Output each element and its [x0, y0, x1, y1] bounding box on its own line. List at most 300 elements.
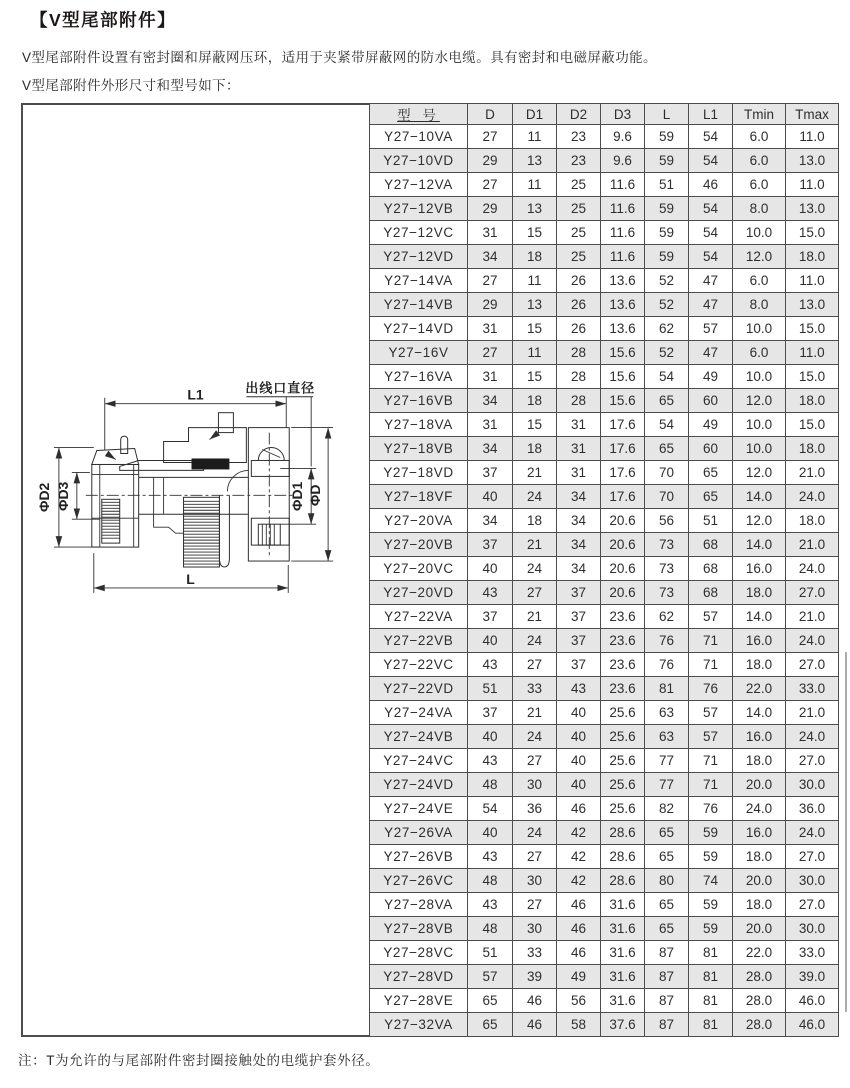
value-cell: 31 — [557, 437, 601, 461]
value-cell: 28 — [557, 389, 601, 413]
value-cell: 27.0 — [786, 749, 839, 773]
value-cell: 25 — [557, 173, 601, 197]
value-cell: 24 — [513, 485, 557, 509]
value-cell: 70 — [645, 485, 689, 509]
value-cell: 23 — [557, 125, 601, 149]
value-cell: 73 — [645, 581, 689, 605]
table-row — [370, 245, 839, 269]
value-cell: 36.0 — [786, 797, 839, 821]
value-cell: 6.0 — [733, 125, 786, 149]
value-cell: 57 — [689, 701, 733, 725]
value-cell: 54 — [689, 125, 733, 149]
value-cell: 21 — [513, 701, 557, 725]
model-cell: Y27−12VB — [370, 197, 468, 221]
value-cell: 15.0 — [786, 317, 839, 341]
value-cell: 26 — [557, 293, 601, 317]
table-row — [370, 581, 839, 605]
value-cell: 15.6 — [601, 341, 645, 365]
model-cell: Y27−22VD — [370, 677, 468, 701]
value-cell: 54 — [645, 413, 689, 437]
table-row — [370, 653, 839, 677]
table-row — [370, 269, 839, 293]
value-cell: 14.0 — [733, 605, 786, 629]
value-cell: 10.0 — [733, 437, 786, 461]
value-cell: 26 — [557, 317, 601, 341]
value-cell: 12.0 — [733, 389, 786, 413]
model-cell: Y27−24VB — [370, 725, 468, 749]
value-cell: 54 — [689, 245, 733, 269]
value-cell: 31 — [557, 461, 601, 485]
value-cell: 27 — [513, 653, 557, 677]
table-row — [370, 629, 839, 653]
value-cell: 24.0 — [786, 821, 839, 845]
value-cell: 65 — [689, 461, 733, 485]
value-cell: 22.0 — [733, 941, 786, 965]
value-cell: 10.0 — [733, 221, 786, 245]
value-cell: 28.6 — [601, 821, 645, 845]
table-row — [370, 989, 839, 1013]
value-cell: 18.0 — [786, 509, 839, 533]
table-row — [370, 317, 839, 341]
table-row — [370, 485, 839, 509]
value-cell: 63 — [645, 725, 689, 749]
label-d3: ΦD3 — [54, 481, 71, 511]
value-cell: 71 — [689, 653, 733, 677]
value-cell: 43 — [468, 653, 513, 677]
label-d: ΦD — [307, 484, 324, 507]
value-cell: 11.0 — [786, 125, 839, 149]
value-cell: 34 — [468, 509, 513, 533]
value-cell: 54 — [689, 221, 733, 245]
table-row — [370, 725, 839, 749]
value-cell: 27 — [513, 581, 557, 605]
intro-paragraph-2: V型尾部附件外形尺寸和型号如下： — [22, 78, 240, 93]
value-cell: 59 — [689, 821, 733, 845]
table-row — [370, 557, 839, 581]
value-cell: 87 — [645, 965, 689, 989]
value-cell: 27.0 — [786, 845, 839, 869]
value-cell: 24 — [513, 557, 557, 581]
value-cell: 25.6 — [601, 749, 645, 773]
value-cell: 27 — [468, 125, 513, 149]
value-cell: 23 — [557, 149, 601, 173]
column-header: L1 — [689, 104, 733, 125]
value-cell: 25 — [557, 221, 601, 245]
value-cell: 68 — [689, 581, 733, 605]
model-cell: Y27−20VA — [370, 509, 468, 533]
value-cell: 11.6 — [601, 245, 645, 269]
value-cell: 59 — [645, 245, 689, 269]
value-cell: 47 — [689, 269, 733, 293]
value-cell: 40 — [468, 821, 513, 845]
value-cell: 12.0 — [733, 461, 786, 485]
value-cell: 37.6 — [601, 1013, 645, 1037]
value-cell: 47 — [689, 293, 733, 317]
value-cell: 71 — [689, 629, 733, 653]
value-cell: 15.0 — [786, 221, 839, 245]
value-cell: 6.0 — [733, 269, 786, 293]
value-cell: 30 — [513, 917, 557, 941]
label-d2: ΦD2 — [35, 482, 52, 512]
value-cell: 25.6 — [601, 797, 645, 821]
value-cell: 34 — [468, 245, 513, 269]
column-header: D3 — [601, 104, 645, 125]
value-cell: 58 — [557, 1013, 601, 1037]
value-cell: 71 — [689, 749, 733, 773]
model-cell: Y27−28VC — [370, 941, 468, 965]
connector-cross-section — [86, 413, 295, 567]
value-cell: 76 — [689, 677, 733, 701]
value-cell: 8.0 — [733, 197, 786, 221]
value-cell: 18 — [513, 509, 557, 533]
value-cell: 40 — [557, 773, 601, 797]
value-cell: 9.6 — [601, 125, 645, 149]
value-cell: 46 — [557, 917, 601, 941]
value-cell: 43 — [468, 845, 513, 869]
value-cell: 18.0 — [733, 581, 786, 605]
label-outlet-diameter: 出线口直径 — [245, 380, 316, 396]
value-cell: 16.0 — [733, 629, 786, 653]
model-cell: Y27−16VB — [370, 389, 468, 413]
model-cell: Y27−22VB — [370, 629, 468, 653]
value-cell: 18.0 — [733, 749, 786, 773]
table-row — [370, 125, 839, 149]
value-cell: 13.0 — [786, 197, 839, 221]
value-cell: 65 — [645, 389, 689, 413]
value-cell: 59 — [645, 149, 689, 173]
value-cell: 31.6 — [601, 941, 645, 965]
value-cell: 76 — [645, 653, 689, 677]
value-cell: 16.0 — [733, 725, 786, 749]
value-cell: 21 — [513, 461, 557, 485]
intro-paragraph-1: V型尾部附件设置有密封圈和屏蔽网压环，适用于夹紧带屏蔽网的防水电缆。具有密封和电磁屏蔽功能。 — [22, 50, 657, 65]
value-cell: 18 — [513, 389, 557, 413]
value-cell: 30.0 — [786, 917, 839, 941]
value-cell: 31 — [557, 413, 601, 437]
value-cell: 17.6 — [601, 413, 645, 437]
value-cell: 24.0 — [786, 557, 839, 581]
value-cell: 13.6 — [601, 269, 645, 293]
value-cell: 14.0 — [733, 485, 786, 509]
right-edge-line — [845, 652, 847, 1012]
value-cell: 14.0 — [733, 533, 786, 557]
value-cell: 52 — [645, 341, 689, 365]
table-row — [370, 893, 839, 917]
value-cell: 54 — [689, 197, 733, 221]
value-cell: 76 — [689, 797, 733, 821]
column-header: 型 号 — [370, 104, 468, 125]
table-row — [370, 221, 839, 245]
value-cell: 18.0 — [733, 653, 786, 677]
value-cell: 17.6 — [601, 437, 645, 461]
model-cell: Y27−24VE — [370, 797, 468, 821]
value-cell: 65 — [468, 989, 513, 1013]
value-cell: 43 — [557, 677, 601, 701]
value-cell: 46.0 — [786, 989, 839, 1013]
value-cell: 11.0 — [786, 341, 839, 365]
model-cell: Y27−28VA — [370, 893, 468, 917]
value-cell: 70 — [645, 461, 689, 485]
model-cell: Y27−12VC — [370, 221, 468, 245]
value-cell: 12.0 — [733, 509, 786, 533]
value-cell: 48 — [468, 869, 513, 893]
table-header-row — [370, 104, 839, 125]
value-cell: 65 — [645, 845, 689, 869]
value-cell: 71 — [689, 773, 733, 797]
value-cell: 24 — [513, 629, 557, 653]
value-cell: 81 — [689, 941, 733, 965]
table-row — [370, 797, 839, 821]
value-cell: 36 — [513, 797, 557, 821]
value-cell: 51 — [468, 941, 513, 965]
value-cell: 31.6 — [601, 965, 645, 989]
value-cell: 37 — [557, 653, 601, 677]
value-cell: 52 — [645, 269, 689, 293]
value-cell: 28.0 — [733, 1013, 786, 1037]
value-cell: 59 — [689, 917, 733, 941]
table-row — [370, 533, 839, 557]
value-cell: 65 — [689, 485, 733, 509]
value-cell: 29 — [468, 293, 513, 317]
value-cell: 27 — [468, 173, 513, 197]
model-cell: Y27−18VA — [370, 413, 468, 437]
value-cell: 82 — [645, 797, 689, 821]
table-row — [370, 293, 839, 317]
value-cell: 30 — [513, 869, 557, 893]
value-cell: 37 — [468, 461, 513, 485]
model-cell: Y27−20VD — [370, 581, 468, 605]
value-cell: 87 — [645, 989, 689, 1013]
value-cell: 57 — [689, 725, 733, 749]
value-cell: 87 — [645, 1013, 689, 1037]
model-cell: Y27−24VA — [370, 701, 468, 725]
value-cell: 33.0 — [786, 677, 839, 701]
value-cell: 43 — [468, 893, 513, 917]
value-cell: 25.6 — [601, 701, 645, 725]
value-cell: 31 — [468, 221, 513, 245]
value-cell: 42 — [557, 821, 601, 845]
value-cell: 24.0 — [786, 629, 839, 653]
value-cell: 13 — [513, 149, 557, 173]
model-cell: Y27−26VA — [370, 821, 468, 845]
model-cell: Y27−24VC — [370, 749, 468, 773]
value-cell: 46 — [513, 989, 557, 1013]
value-cell: 49 — [689, 365, 733, 389]
model-cell: Y27−24VD — [370, 773, 468, 797]
value-cell: 13.0 — [786, 149, 839, 173]
value-cell: 27 — [468, 341, 513, 365]
value-cell: 20.6 — [601, 509, 645, 533]
value-cell: 37 — [468, 533, 513, 557]
value-cell: 34 — [557, 557, 601, 581]
value-cell: 22.0 — [733, 677, 786, 701]
value-cell: 49 — [689, 413, 733, 437]
value-cell: 48 — [468, 917, 513, 941]
value-cell: 47 — [689, 341, 733, 365]
dimensions-table — [369, 103, 839, 1037]
value-cell: 49 — [557, 965, 601, 989]
value-cell: 39 — [513, 965, 557, 989]
value-cell: 87 — [645, 941, 689, 965]
model-cell: Y27−12VD — [370, 245, 468, 269]
table-row — [370, 749, 839, 773]
value-cell: 20.0 — [733, 773, 786, 797]
value-cell: 13 — [513, 293, 557, 317]
table-row — [370, 365, 839, 389]
value-cell: 8.0 — [733, 293, 786, 317]
value-cell: 25.6 — [601, 773, 645, 797]
value-cell: 13.6 — [601, 317, 645, 341]
value-cell: 27.0 — [786, 893, 839, 917]
value-cell: 54 — [645, 365, 689, 389]
value-cell: 57 — [689, 317, 733, 341]
value-cell: 46 — [689, 173, 733, 197]
table-row — [370, 413, 839, 437]
value-cell: 15 — [513, 221, 557, 245]
table-row — [370, 437, 839, 461]
value-cell: 18 — [513, 437, 557, 461]
value-cell: 56 — [557, 989, 601, 1013]
value-cell: 23.6 — [601, 605, 645, 629]
table-row — [370, 149, 839, 173]
value-cell: 11.0 — [786, 269, 839, 293]
value-cell: 33 — [513, 677, 557, 701]
value-cell: 11.6 — [601, 221, 645, 245]
value-cell: 77 — [645, 773, 689, 797]
value-cell: 21 — [513, 605, 557, 629]
value-cell: 15 — [513, 317, 557, 341]
value-cell: 20.0 — [733, 869, 786, 893]
column-header: D — [468, 104, 513, 125]
table-row — [370, 389, 839, 413]
column-header: Tmin — [733, 104, 786, 125]
value-cell: 11.6 — [601, 173, 645, 197]
value-cell: 59 — [645, 197, 689, 221]
table-row — [370, 965, 839, 989]
value-cell: 43 — [468, 581, 513, 605]
value-cell: 59 — [689, 893, 733, 917]
value-cell: 46.0 — [786, 1013, 839, 1037]
value-cell: 10.0 — [733, 365, 786, 389]
value-cell: 24.0 — [733, 797, 786, 821]
table-row — [370, 701, 839, 725]
value-cell: 60 — [689, 437, 733, 461]
model-cell: Y27−12VA — [370, 173, 468, 197]
value-cell: 37 — [468, 701, 513, 725]
value-cell: 31.6 — [601, 893, 645, 917]
value-cell: 43 — [468, 749, 513, 773]
value-cell: 60 — [689, 389, 733, 413]
value-cell: 28 — [557, 341, 601, 365]
value-cell: 31 — [468, 365, 513, 389]
table-row — [370, 773, 839, 797]
value-cell: 63 — [645, 701, 689, 725]
value-cell: 34 — [557, 485, 601, 509]
model-cell: Y27−18VD — [370, 461, 468, 485]
value-cell: 27 — [513, 749, 557, 773]
value-cell: 20.6 — [601, 581, 645, 605]
value-cell: 13.0 — [786, 293, 839, 317]
value-cell: 20.0 — [733, 917, 786, 941]
value-cell: 33 — [513, 941, 557, 965]
value-cell: 15.6 — [601, 365, 645, 389]
value-cell: 21 — [513, 533, 557, 557]
value-cell: 40 — [557, 749, 601, 773]
value-cell: 27 — [468, 269, 513, 293]
value-cell: 40 — [557, 725, 601, 749]
model-cell: Y27−10VA — [370, 125, 468, 149]
column-header: L — [645, 104, 689, 125]
value-cell: 27 — [513, 893, 557, 917]
value-cell: 21.0 — [786, 461, 839, 485]
value-cell: 42 — [557, 845, 601, 869]
value-cell: 46 — [513, 1013, 557, 1037]
value-cell: 56 — [645, 509, 689, 533]
value-cell: 46 — [557, 797, 601, 821]
model-cell: Y27−18VB — [370, 437, 468, 461]
value-cell: 23.6 — [601, 629, 645, 653]
value-cell: 57 — [689, 605, 733, 629]
value-cell: 28.0 — [733, 965, 786, 989]
value-cell: 42 — [557, 869, 601, 893]
value-cell: 20.6 — [601, 557, 645, 581]
value-cell: 81 — [645, 677, 689, 701]
footnote: 注：T为允许的与尾部附件密封圈接触处的电缆护套外径。 — [18, 1053, 380, 1068]
value-cell: 62 — [645, 605, 689, 629]
model-cell: Y27−14VD — [370, 317, 468, 341]
value-cell: 59 — [645, 221, 689, 245]
value-cell: 11.0 — [786, 173, 839, 197]
value-cell: 28.0 — [733, 989, 786, 1013]
model-cell: Y27−20VB — [370, 533, 468, 557]
dimension-drawing — [23, 105, 370, 1035]
value-cell: 51 — [689, 509, 733, 533]
model-cell: Y27−26VC — [370, 869, 468, 893]
value-cell: 39.0 — [786, 965, 839, 989]
value-cell: 65 — [645, 917, 689, 941]
value-cell: 28.6 — [601, 845, 645, 869]
value-cell: 52 — [645, 293, 689, 317]
table-body — [370, 125, 839, 1037]
value-cell: 25 — [557, 197, 601, 221]
value-cell: 76 — [645, 629, 689, 653]
value-cell: 25.6 — [601, 725, 645, 749]
value-cell: 34 — [557, 509, 601, 533]
value-cell: 18.0 — [786, 437, 839, 461]
model-cell: Y27−16V — [370, 341, 468, 365]
value-cell: 46 — [557, 893, 601, 917]
value-cell: 11 — [513, 125, 557, 149]
column-header: Tmax — [786, 104, 839, 125]
value-cell: 27.0 — [786, 653, 839, 677]
value-cell: 59 — [689, 845, 733, 869]
value-cell: 77 — [645, 749, 689, 773]
value-cell: 24.0 — [786, 485, 839, 509]
value-cell: 18.0 — [786, 389, 839, 413]
value-cell: 14.0 — [733, 701, 786, 725]
value-cell: 18 — [513, 245, 557, 269]
table-row — [370, 173, 839, 197]
value-cell: 46 — [557, 941, 601, 965]
value-cell: 81 — [689, 965, 733, 989]
value-cell: 80 — [645, 869, 689, 893]
value-cell: 51 — [468, 677, 513, 701]
value-cell: 57 — [468, 965, 513, 989]
model-cell: Y27−28VE — [370, 989, 468, 1013]
value-cell: 37 — [557, 629, 601, 653]
value-cell: 21.0 — [786, 533, 839, 557]
model-cell: Y27−22VC — [370, 653, 468, 677]
